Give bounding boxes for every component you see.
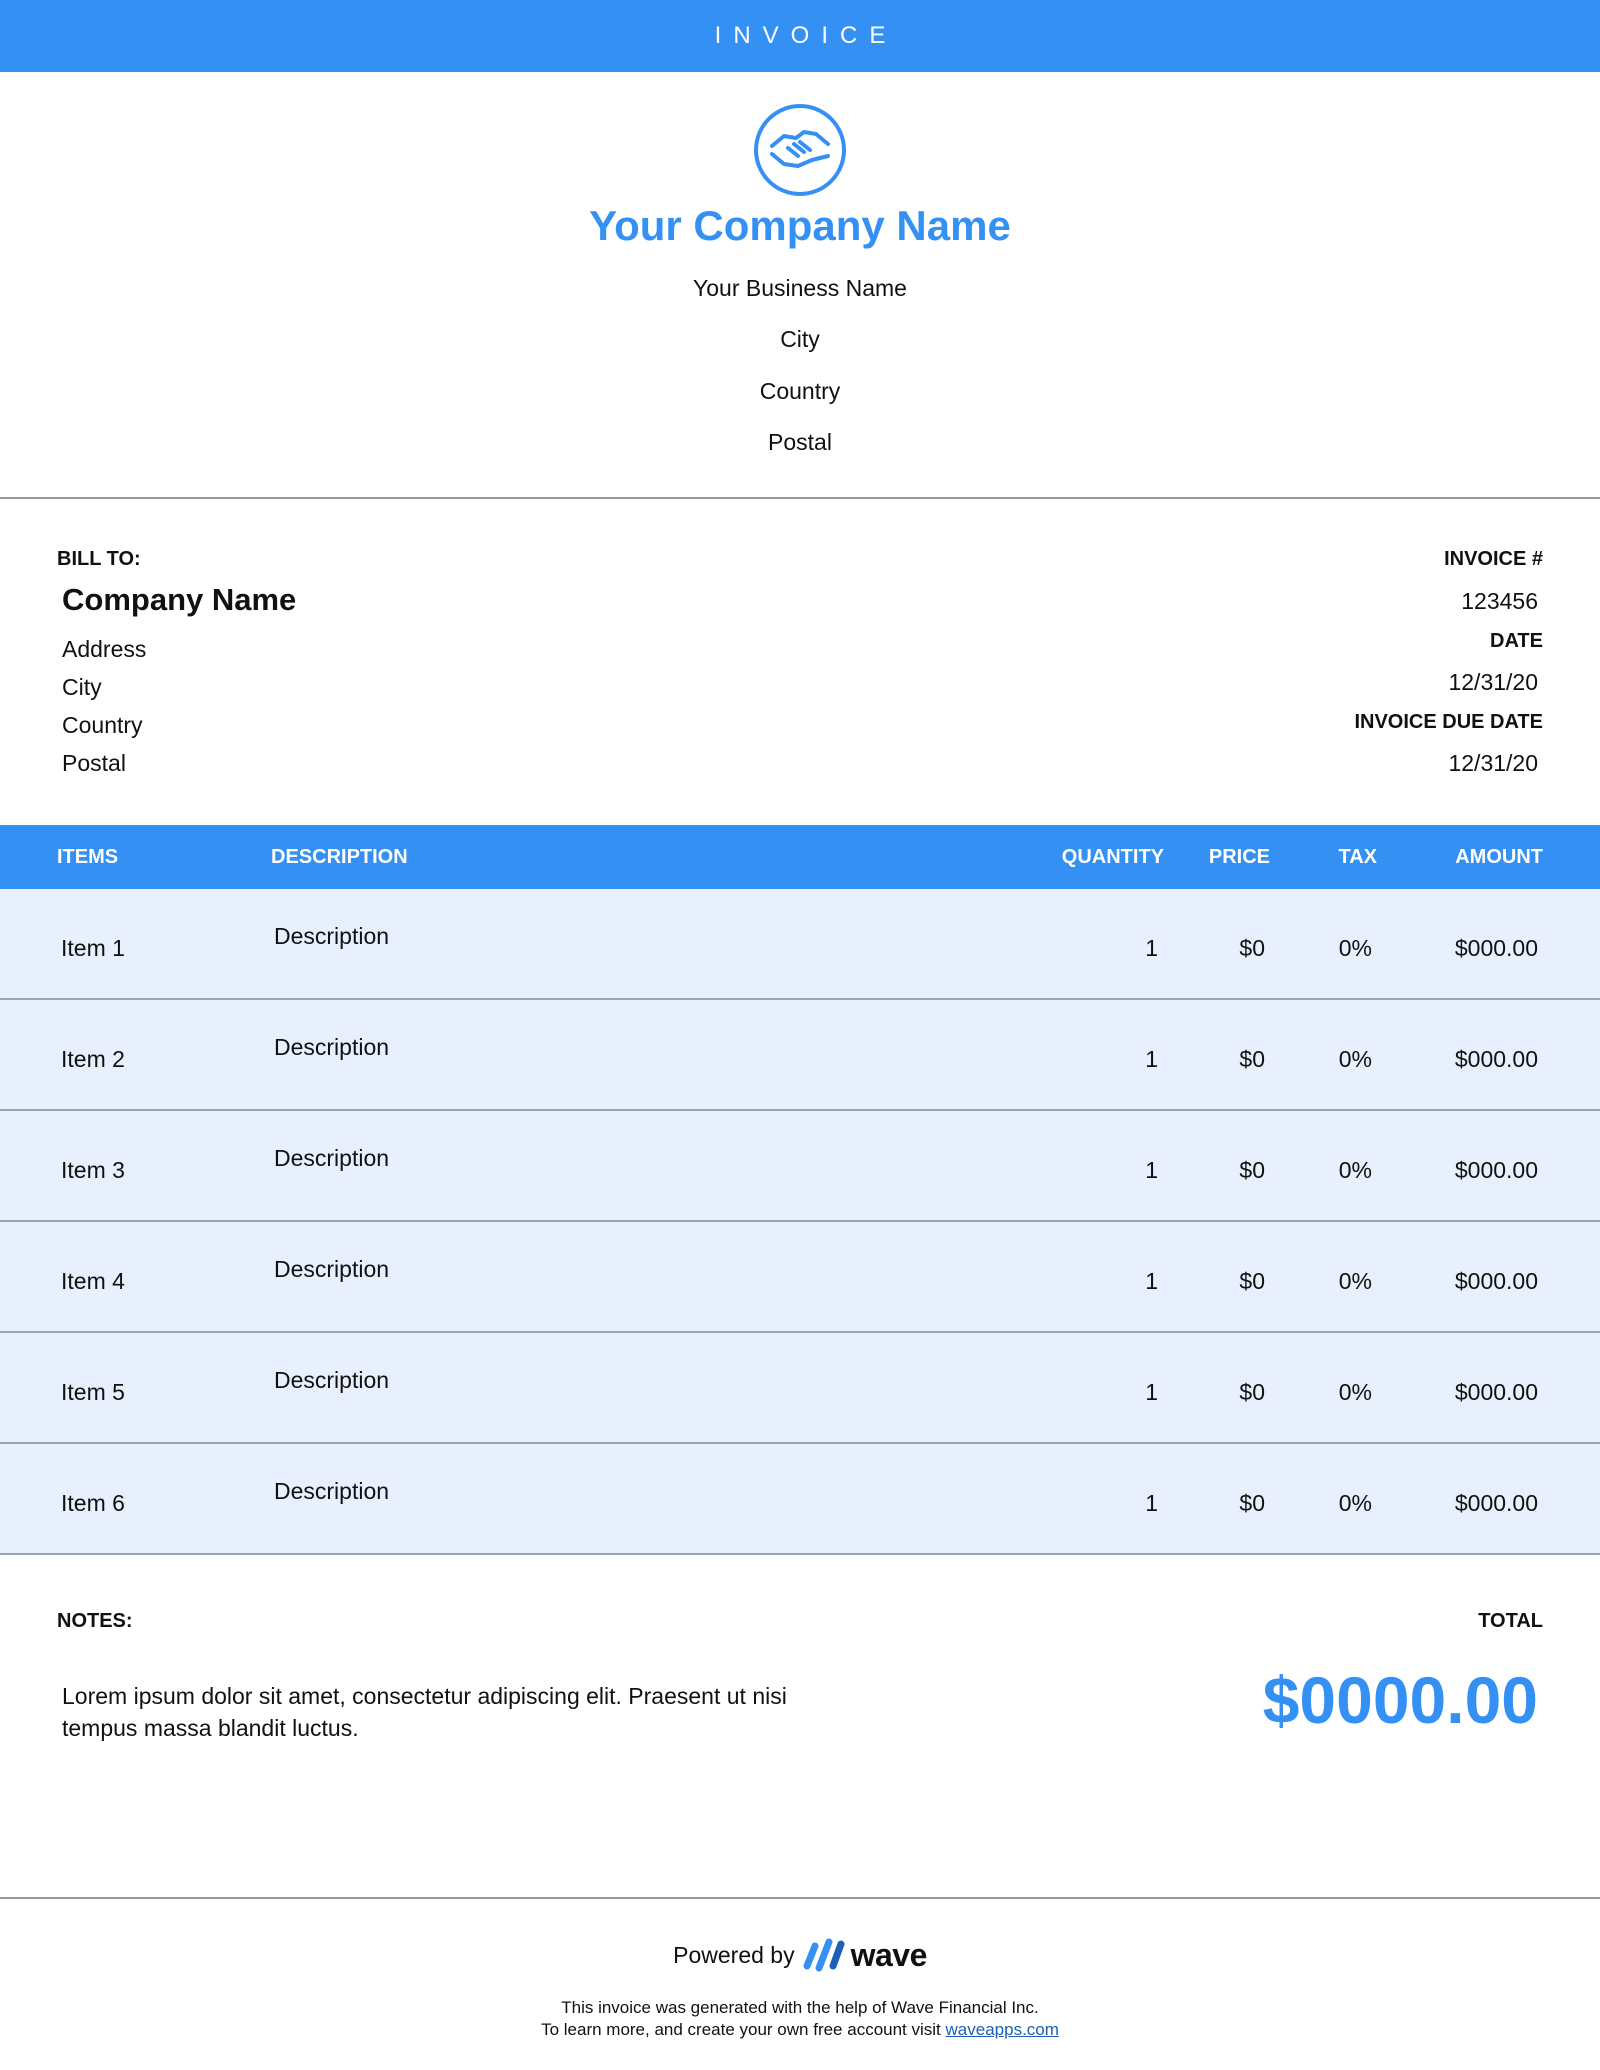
items-table-header: [0, 825, 1600, 889]
divider: [0, 497, 1600, 499]
invoice-banner-title: INVOICE: [714, 22, 898, 49]
table-row: [0, 1111, 1600, 1222]
notes-label: NOTES:: [57, 1610, 133, 1632]
item-name: Item 2: [61, 1046, 125, 1072]
item-price: $0: [1239, 1379, 1265, 1405]
item-name: Item 1: [61, 935, 125, 961]
total-label: TOTAL: [1478, 1610, 1543, 1632]
item-amount: $000.00: [1454, 1379, 1538, 1405]
item-amount: $000.00: [1454, 1157, 1538, 1183]
company-city: City: [780, 326, 820, 352]
item-price: $0: [1239, 1490, 1265, 1516]
invoice-due-date-label: INVOICE DUE DATE: [1354, 711, 1543, 733]
item-description: Description: [274, 1145, 390, 1171]
company-postal: Postal: [768, 429, 832, 455]
item-amount: $000.00: [1454, 1268, 1538, 1294]
item-name: Item 4: [61, 1268, 125, 1294]
wave-brand-name: wave: [850, 1936, 927, 1973]
column-header-description: DESCRIPTION: [271, 846, 408, 868]
column-header-price: PRICE: [1208, 846, 1270, 868]
bill-to-country: Country: [62, 712, 143, 738]
item-description: Description: [274, 923, 390, 949]
company-name: Your Company Name: [589, 202, 1011, 249]
bill-to-address: Address: [62, 636, 147, 662]
footer-line-1: This invoice was generated with the help of Wave Financial Inc.: [561, 1998, 1039, 2017]
table-row: [0, 1000, 1600, 1111]
item-description: Description: [274, 1367, 390, 1393]
table-row: [0, 1222, 1600, 1333]
footer-line-2: [0, 2020, 1600, 2040]
item-quantity: 1: [1145, 1490, 1158, 1516]
invoice-due-date: 12/31/20: [1448, 750, 1538, 776]
item-quantity: 1: [1145, 935, 1158, 961]
footer-line-2-text: To learn more, and create your own free account visit: [541, 2020, 941, 2039]
bill-to-company: Company Name: [62, 582, 297, 617]
items-table-body: [0, 889, 1600, 1555]
table-row: [0, 889, 1600, 1000]
invoice-date: 12/31/20: [1448, 669, 1538, 695]
column-header-amount: AMOUNT: [1455, 846, 1543, 868]
item-price: $0: [1239, 935, 1265, 961]
item-price: $0: [1239, 1046, 1265, 1072]
handshake-icon: [752, 102, 848, 198]
item-name: Item 5: [61, 1379, 125, 1405]
item-tax: 0%: [1338, 1490, 1372, 1516]
item-name: Item 3: [61, 1157, 125, 1183]
item-tax: 0%: [1338, 1379, 1372, 1405]
item-amount: $000.00: [1454, 935, 1538, 961]
column-header-items: ITEMS: [57, 846, 119, 868]
invoice-number-label: INVOICE #: [1444, 548, 1543, 570]
column-header-tax: TAX: [1338, 846, 1377, 868]
item-description: Description: [274, 1478, 390, 1504]
bill-to-label: BILL TO:: [57, 548, 141, 570]
item-amount: $000.00: [1454, 1046, 1538, 1072]
item-tax: 0%: [1338, 1046, 1372, 1072]
item-quantity: 1: [1145, 1379, 1158, 1405]
invoice-banner: [0, 0, 1600, 72]
item-amount: $000.00: [1454, 1490, 1538, 1516]
item-description: Description: [274, 1256, 390, 1282]
powered-by-label: Powered by: [673, 1941, 795, 1968]
item-tax: 0%: [1338, 935, 1372, 961]
bill-to-postal: Postal: [62, 750, 126, 776]
item-name: Item 6: [61, 1490, 125, 1516]
column-header-quantity: QUANTITY: [1061, 846, 1164, 868]
item-quantity: 1: [1145, 1157, 1158, 1183]
notes-text: Lorem ipsum dolor sit amet, consectetur adipiscing elit. Praesent ut nisi tempus massa blandit luctus.: [62, 1683, 787, 1741]
invoice-date-label: DATE: [1490, 630, 1543, 652]
waveapps-link[interactable]: waveapps.com: [945, 2020, 1059, 2039]
item-price: $0: [1239, 1157, 1265, 1183]
business-name: Your Business Name: [693, 275, 907, 301]
item-quantity: 1: [1145, 1046, 1158, 1072]
item-price: $0: [1239, 1268, 1265, 1294]
bill-to-city: City: [62, 674, 102, 700]
invoice-number: 123456: [1461, 588, 1538, 614]
footer-divider: [0, 1897, 1600, 1899]
item-tax: 0%: [1338, 1157, 1372, 1183]
item-quantity: 1: [1145, 1268, 1158, 1294]
item-tax: 0%: [1338, 1268, 1372, 1294]
table-row: [0, 1333, 1600, 1444]
wave-logo-icon: [803, 1936, 845, 1974]
table-row: [0, 1444, 1600, 1555]
powered-by: [0, 1936, 1600, 1974]
company-country: Country: [759, 378, 841, 404]
total-amount: $0000.00: [1262, 1663, 1538, 1737]
item-description: Description: [274, 1034, 390, 1060]
